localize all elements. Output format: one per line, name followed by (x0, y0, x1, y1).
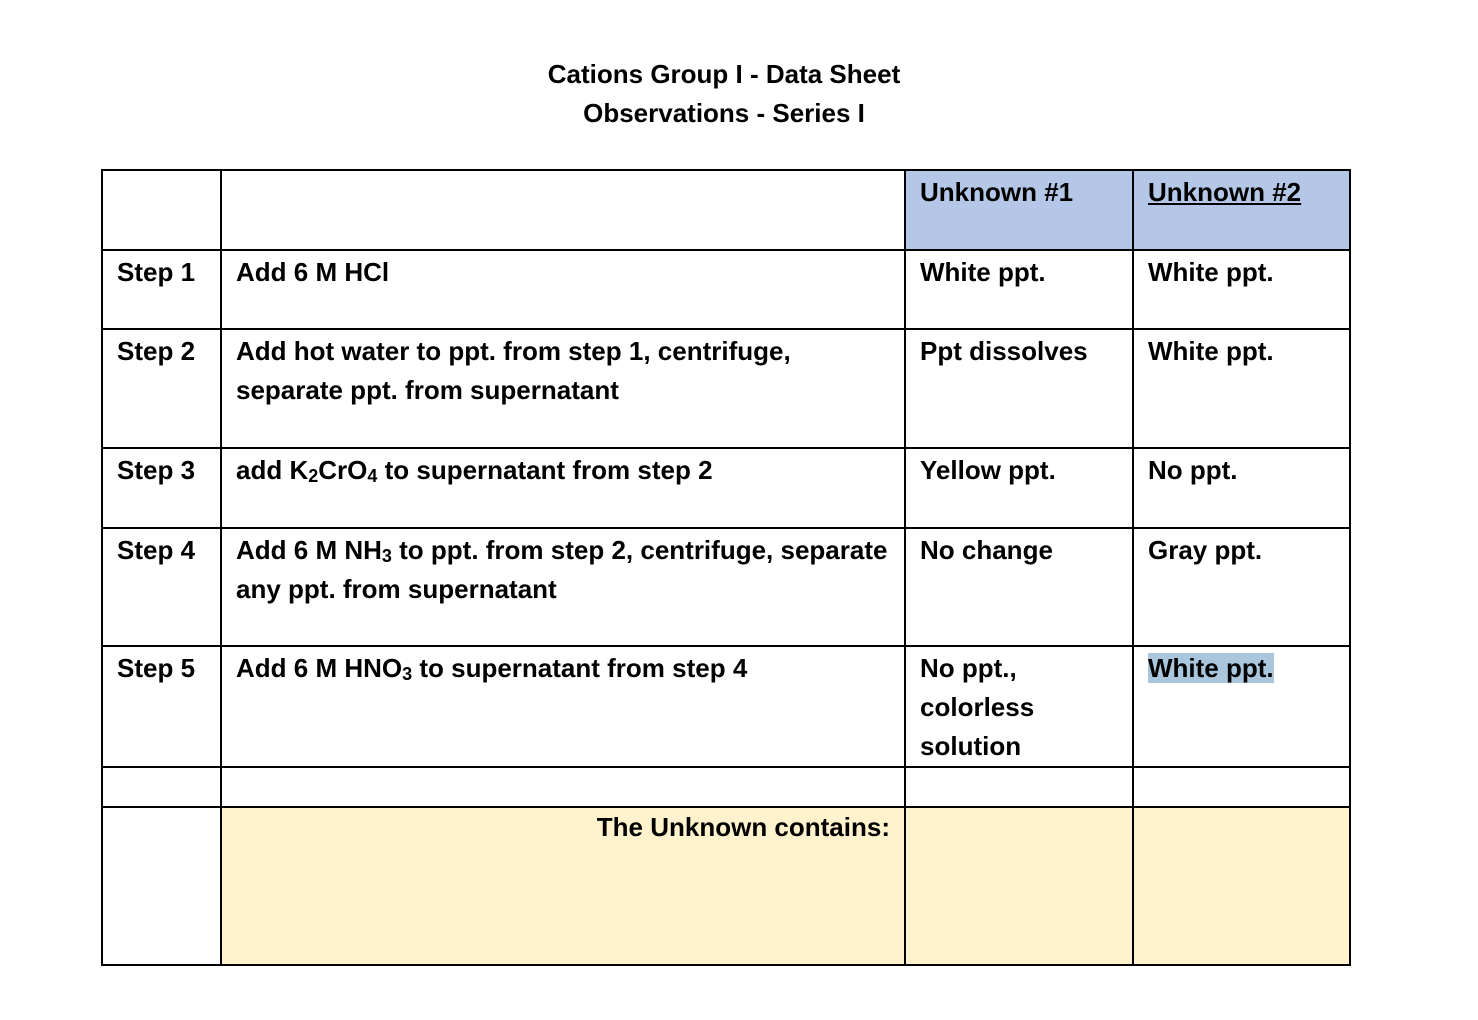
unknown-1-observation[interactable]: Yellow ppt. (905, 448, 1133, 528)
empty-cell (102, 767, 221, 807)
subscript: 3 (381, 546, 392, 566)
page-title (0, 55, 1448, 133)
subscript: 4 (367, 466, 378, 486)
step-procedure: Add hot water to ppt. from step 1, centrifuge, separate ppt. from supernatant (221, 329, 905, 448)
unknown-2-observation[interactable]: White ppt. (1133, 250, 1350, 329)
spacer-row (102, 767, 1350, 807)
table-row (102, 250, 1350, 329)
table-row (102, 329, 1350, 448)
observations-table (101, 169, 1351, 966)
procedure-text: CrO (318, 455, 368, 485)
procedure-text: add K (236, 455, 309, 485)
table-header-row (102, 170, 1350, 250)
header-unknown-2-label: Unknown #2 (1148, 177, 1302, 207)
step-label: Step 4 (102, 528, 221, 646)
unknown-1-observation[interactable]: No change (905, 528, 1133, 646)
subscript: 2 (308, 466, 319, 486)
table-row (102, 448, 1350, 528)
step-procedure (221, 528, 905, 646)
subscript: 3 (402, 664, 413, 684)
procedure-text: to ppt. from step 2, centrifuge, separate any ppt. from supernatant (236, 535, 888, 604)
procedure-text: to supernatant from step 2 (377, 455, 713, 485)
title-line-2: Observations - Series I (583, 98, 865, 128)
header-blank-procedure-cell (221, 170, 905, 250)
step-label: Step 1 (102, 250, 221, 329)
step-label: Step 2 (102, 329, 221, 448)
result-unknown-2[interactable] (1133, 807, 1350, 965)
unknown-1-observation[interactable]: No ppt., colorless solution (905, 646, 1133, 767)
result-label: The Unknown contains: (221, 807, 905, 965)
step-label: Step 5 (102, 646, 221, 767)
unknown-2-observation[interactable] (1133, 646, 1350, 767)
selected-text[interactable]: White ppt. (1148, 653, 1274, 683)
empty-cell (1133, 767, 1350, 807)
step-label: Step 3 (102, 448, 221, 528)
header-blank-step-cell (102, 170, 221, 250)
procedure-text: to supernatant from step 4 (412, 653, 748, 683)
procedure-text: Add 6 M NH (236, 535, 382, 565)
result-unknown-1[interactable] (905, 807, 1133, 965)
step-procedure (221, 448, 905, 528)
step-procedure: Add 6 M HCl (221, 250, 905, 329)
table-row (102, 646, 1350, 767)
empty-cell (905, 767, 1133, 807)
unknown-1-observation[interactable]: Ppt dissolves (905, 329, 1133, 448)
title-line-1: Cations Group I - Data Sheet (547, 59, 901, 89)
step-procedure (221, 646, 905, 767)
result-blank-cell (102, 807, 221, 965)
procedure-text: Add 6 M HNO (236, 653, 403, 683)
result-row (102, 807, 1350, 965)
unknown-2-observation[interactable]: Gray ppt. (1133, 528, 1350, 646)
unknown-1-observation[interactable]: White ppt. (905, 250, 1133, 329)
header-unknown-1: Unknown #1 (905, 170, 1133, 250)
header-unknown-2 (1133, 170, 1350, 250)
empty-cell (221, 767, 905, 807)
unknown-2-observation[interactable]: White ppt. (1133, 329, 1350, 448)
unknown-2-observation[interactable]: No ppt. (1133, 448, 1350, 528)
table-row (102, 528, 1350, 646)
